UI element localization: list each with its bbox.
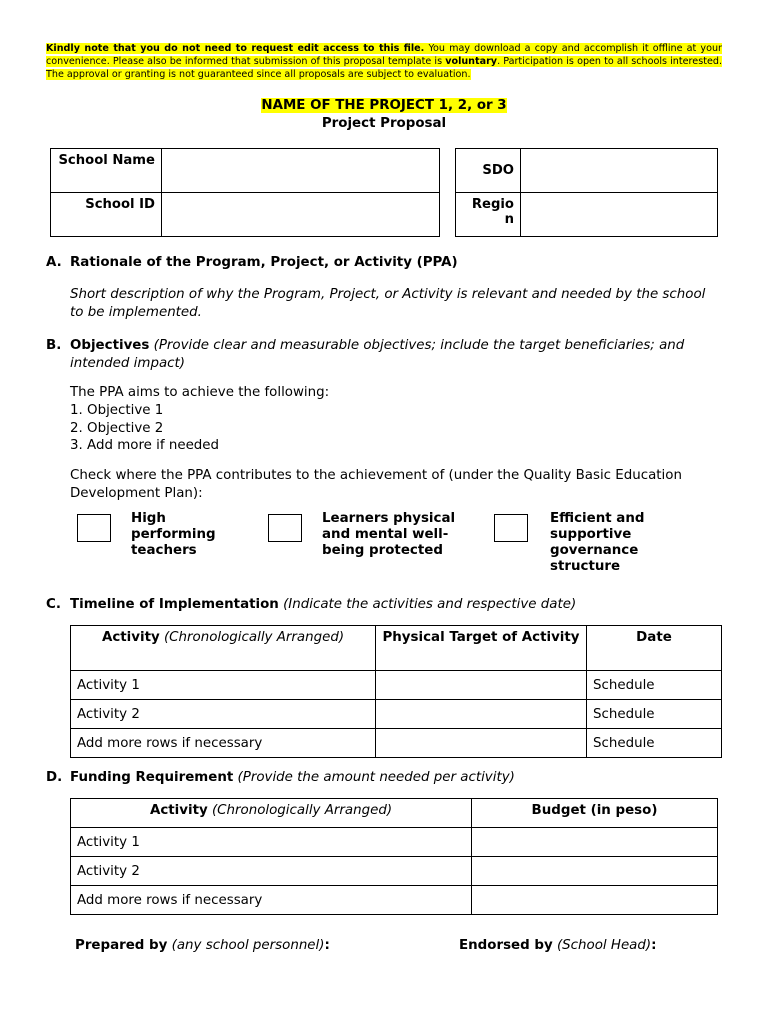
activity-cell[interactable]: Activity 1: [71, 671, 376, 700]
col-activity-header: Activity (Chronologically Arranged): [71, 626, 376, 671]
project-subtitle: Project Proposal: [321, 116, 447, 131]
objective-item: 1. Objective 1: [70, 403, 164, 418]
table-row: [71, 886, 718, 915]
date-cell[interactable]: Schedule: [587, 671, 722, 700]
target-cell[interactable]: [376, 700, 587, 729]
checkbox-label: High performing teachers: [131, 511, 216, 558]
table-header-row: [71, 626, 722, 671]
col-activity-header: Activity (Chronologically Arranged): [71, 799, 472, 828]
section-d-heading: Funding Requirement (Provide the amount needed per activity): [70, 770, 515, 785]
section-a-letter: A.: [46, 255, 62, 270]
project-title: NAME OF THE PROJECT 1, 2, or 3: [261, 98, 507, 113]
section-b-intro: The PPA aims to achieve the following:: [70, 385, 330, 400]
endorsed-by-label: Endorsed by (School Head):: [459, 938, 657, 953]
school-id-field[interactable]: [162, 193, 440, 237]
checkbox-learners-well-being[interactable]: [268, 514, 302, 542]
col-target-header: Physical Target of Activity: [376, 626, 587, 671]
checkbox-label: Learners physical and mental well-being protected: [322, 511, 456, 558]
notice-text-1: You may download a copy and accomplish it offline at your convenience. Please also be informed that submission of this proposal template is: [46, 43, 722, 67]
activity-cell[interactable]: Activity 2: [71, 857, 472, 886]
target-cell[interactable]: [376, 671, 587, 700]
table-row: [71, 729, 722, 758]
activity-cell[interactable]: Add more rows if necessary: [71, 886, 472, 915]
region-field[interactable]: [521, 193, 718, 237]
activity-cell[interactable]: Activity 2: [71, 700, 376, 729]
budget-cell[interactable]: [472, 857, 718, 886]
col-budget-header: Budget (in peso): [472, 799, 718, 828]
notice-voluntary: voluntary: [445, 56, 498, 67]
division-info-table: [455, 148, 718, 237]
prepared-by-label: Prepared by (any school personnel):: [75, 938, 330, 953]
budget-cell[interactable]: [472, 886, 718, 915]
col-date-header: Date: [587, 626, 722, 671]
school-name-field[interactable]: [162, 149, 440, 193]
funding-table: [70, 798, 718, 915]
timeline-table: [70, 625, 722, 758]
section-b-heading: Objectives (Provide clear and measurable objectives; include the target beneficiaries; and intended impact): [70, 338, 685, 371]
target-cell[interactable]: [376, 729, 587, 758]
section-a-body: Short description of why the Program, Project, or Activity is relevant and needed by the school to be implemented.: [70, 287, 706, 320]
school-id-label: School ID: [51, 193, 162, 237]
school-info-table: [50, 148, 440, 237]
sdo-field[interactable]: [521, 149, 718, 193]
budget-cell[interactable]: [472, 828, 718, 857]
notice-bold-lead: Kindly note that you do not need to request edit access to this file.: [46, 43, 425, 54]
date-cell[interactable]: Schedule: [587, 729, 722, 758]
objective-item: 2. Objective 2: [70, 421, 164, 436]
check-prompt: Check where the PPA contributes to the achievement of (under the Quality Basic Education Development Plan):: [70, 468, 682, 501]
activity-cell[interactable]: Activity 1: [71, 828, 472, 857]
checkbox-label: Efficient and supportive governance structure: [550, 511, 645, 574]
section-a-heading: Rationale of the Program, Project, or Activity (PPA): [70, 255, 458, 270]
section-c-heading: Timeline of Implementation (Indicate the activities and respective date): [70, 597, 577, 612]
table-row: [71, 857, 718, 886]
sdo-label: SDO: [456, 149, 521, 193]
checkbox-governance-structure[interactable]: [494, 514, 528, 542]
table-row: [71, 828, 718, 857]
section-b-letter: B.: [46, 338, 62, 353]
notice-text-2: . Participation is open to all schools interested. The approval or granting is not guaranteed since all proposals are subject to evaluation.: [46, 56, 722, 80]
objective-item: 3. Add more if needed: [70, 438, 220, 453]
section-c-letter: C.: [46, 597, 61, 612]
table-row: [71, 700, 722, 729]
table-header-row: [71, 799, 718, 828]
school-name-label: School Name: [51, 149, 162, 193]
activity-cell[interactable]: Add more rows if necessary: [71, 729, 376, 758]
table-row: [71, 671, 722, 700]
section-d-letter: D.: [46, 770, 63, 785]
checkbox-high-performing-teachers[interactable]: [77, 514, 111, 542]
date-cell[interactable]: Schedule: [587, 700, 722, 729]
edit-access-notice: [46, 42, 722, 81]
region-label: Regio n: [456, 193, 521, 237]
